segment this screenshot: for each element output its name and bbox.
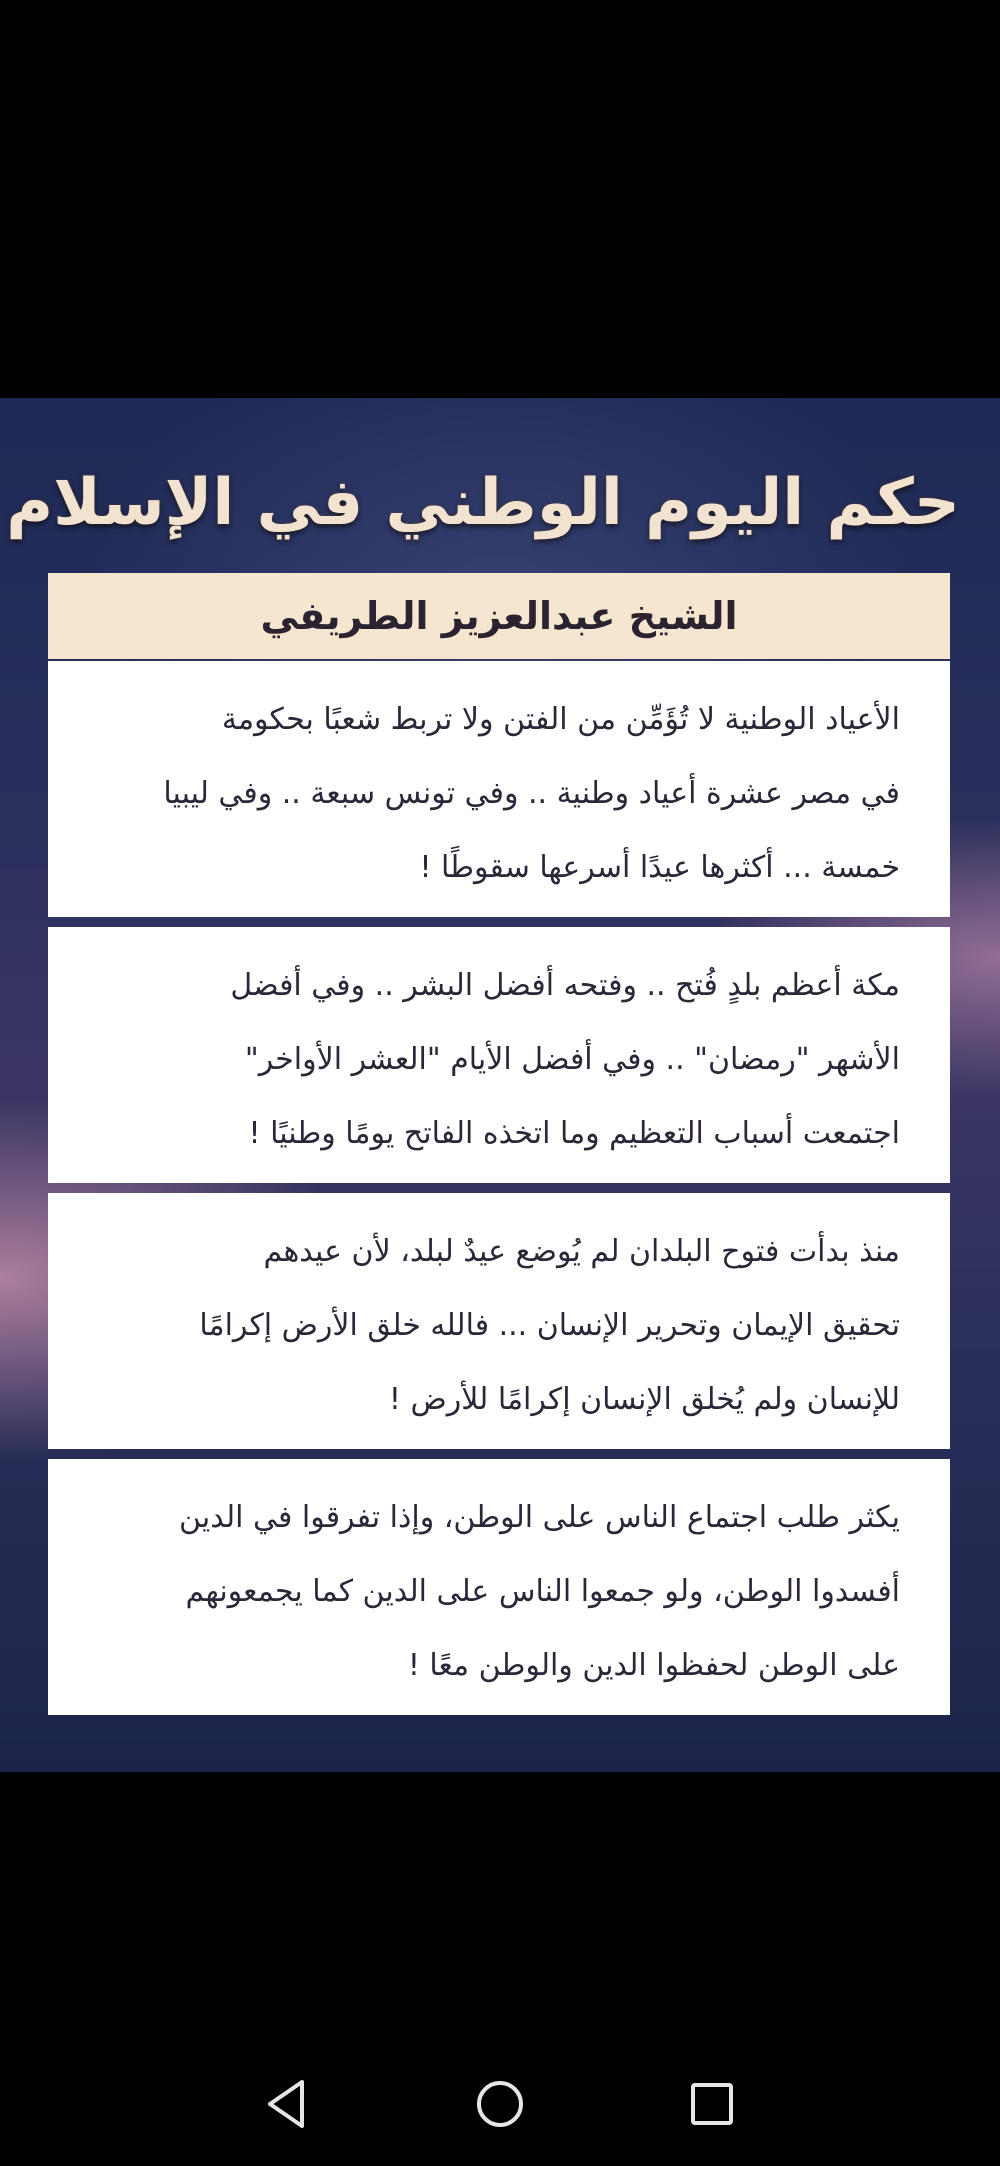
quote-line: تحقيق الإيمان وتحرير الإنسان ... فالله خلق الأرض إكرامًا xyxy=(199,1308,900,1343)
home-circle-icon[interactable] xyxy=(468,2072,532,2136)
poster-title: حكم اليوم الوطني في الإسلام xyxy=(6,466,960,540)
quote-card-1 xyxy=(48,661,950,917)
quote-line: في مصر عشرة أعياد وطنية .. وفي تونس سبعة .. وفي ليبيا xyxy=(163,776,900,811)
poster-image xyxy=(0,398,1000,1772)
quote-line: الأعياد الوطنية لا تُؤَمِّن من الفتن ولا تربط شعبًا بحكومة xyxy=(221,702,900,737)
quote-line: يكثر طلب اجتماع الناس على الوطن، وإذا تفرقوا في الدين xyxy=(179,1500,900,1535)
back-triangle-icon[interactable] xyxy=(254,2072,318,2136)
quote-line: الأشهر "رمضان" .. وفي أفضل الأيام "العشر الأواخر" xyxy=(244,1042,900,1077)
author-name: الشيخ عبدالعزيز الطريفي xyxy=(48,573,950,659)
quote-line: على الوطن لحفظوا الدين والوطن معًا ! xyxy=(407,1648,900,1683)
quote-line: منذ بدأت فتوح البلدان لم يُوضع عيدٌ لبلد، لأن عيدهم xyxy=(263,1234,900,1269)
quote-line: خمسة ... أكثرها عيدًا أسرعها سقوطًا ! xyxy=(419,850,900,885)
quote-line: مكة أعظم بلدٍ فُتح .. وفتحه أفضل البشر .. وفي أفضل xyxy=(230,968,900,1003)
quote-card-2 xyxy=(48,927,950,1183)
quote-card-4 xyxy=(48,1459,950,1715)
quote-line: أفسدوا الوطن، ولو جمعوا الناس على الدين كما يجمعونهم xyxy=(185,1574,900,1609)
system-navigation-bar xyxy=(0,2040,1000,2166)
quote-line: للإنسان ولم يُخلق الإنسان إكرامًا للأرض ! xyxy=(388,1382,900,1417)
recents-square-icon[interactable] xyxy=(680,2072,744,2136)
quote-line: اجتمعت أسباب التعظيم وما اتخذه الفاتح يومًا وطنيًا ! xyxy=(248,1116,900,1151)
quote-card-3 xyxy=(48,1193,950,1449)
